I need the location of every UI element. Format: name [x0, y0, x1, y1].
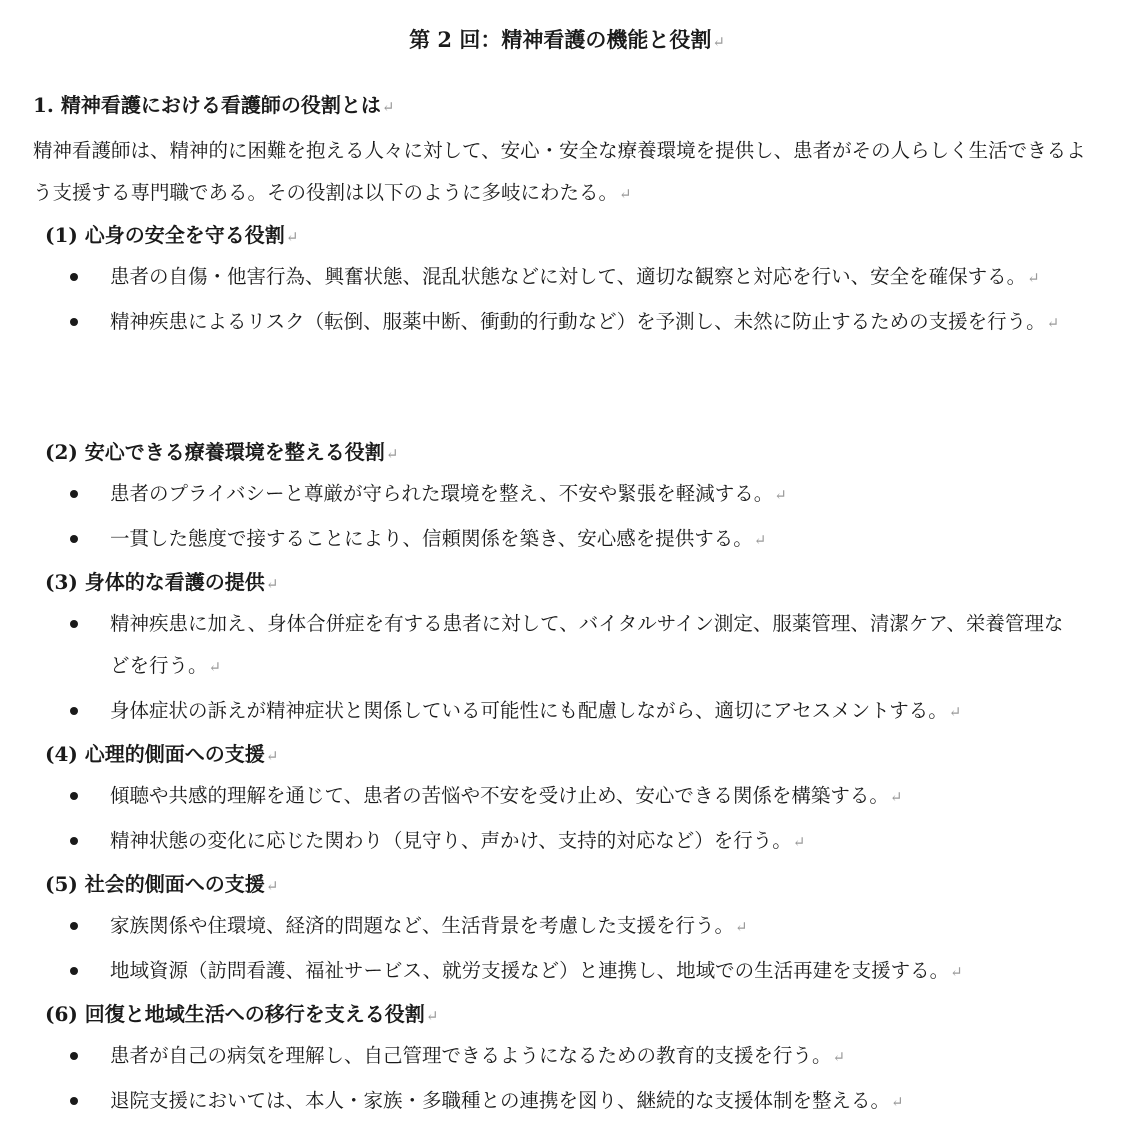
bullet-icon — [70, 967, 78, 975]
intro-paragraph: 精神看護師は、精神的に困難を抱える人々に対して、安心・安全な療養環境を提供し、患者がその人らしく生活できるよう支援する専門職である。その役割は以下のように多岐にわたる。↵ — [33, 139, 1086, 204]
list-item: 患者が自己の病気を理解し、自己管理できるようになるための教育的支援を行う。↵ — [45, 1035, 1070, 1078]
bullet-icon — [70, 922, 78, 930]
bullet-list — [45, 603, 1105, 733]
bullet-icon — [70, 273, 78, 281]
list-item: 家族関係や住環境、経済的問題など、生活背景を考慮した支援を行う。↵ — [45, 905, 1070, 948]
subsection-2 — [45, 435, 1105, 561]
paragraph-mark-icon: ↵ — [265, 747, 279, 765]
list-item: 一貫した態度で接することにより、信頼関係を築き、安心感を提供する。↵ — [45, 518, 1070, 561]
bullet-icon — [70, 837, 78, 845]
paragraph-mark-icon: ↵ — [753, 531, 767, 549]
subsection-6 — [45, 997, 1105, 1123]
list-item: 精神疾患に加え、身体合併症を有する患者に対して、バイタルサイン測定、服薬管理、清潔ケア、栄養管理などを行う。↵ — [45, 603, 1070, 688]
paragraph-mark-icon: ↵ — [1027, 269, 1040, 287]
subsection-heading: (3) 身体的な看護の提供↵ — [45, 570, 279, 594]
subsection-3 — [45, 565, 1105, 733]
subsection-heading: (1) 心身の安全を守る役割↵ — [45, 223, 299, 247]
bullet-list — [45, 256, 1105, 344]
paragraph-mark-icon: ↵ — [891, 1093, 904, 1111]
subsection-4 — [45, 737, 1105, 863]
bullet-list — [45, 473, 1105, 561]
subsection-heading: (2) 安心できる療養環境を整える役割↵ — [45, 440, 399, 464]
paragraph-mark-icon: ↵ — [712, 33, 725, 51]
subsection-5 — [45, 867, 1105, 993]
paragraph-mark-icon: ↵ — [1046, 314, 1060, 332]
list-item: 傾聴や共感的理解を通じて、患者の苦悩や不安を受け止め、安心できる関係を構築する。↵ — [45, 775, 1070, 818]
bullet-list — [45, 905, 1105, 993]
bullet-icon — [70, 535, 78, 543]
paragraph-mark-icon: ↵ — [735, 918, 748, 936]
bullet-icon — [70, 620, 78, 628]
paragraph-mark-icon: ↵ — [385, 445, 399, 463]
bullet-icon — [70, 490, 78, 498]
paragraph-mark-icon: ↵ — [792, 833, 806, 851]
paragraph-mark-icon: ↵ — [948, 703, 962, 721]
list-item: 精神疾患によるリスク（転倒、服薬中断、衝動的行動など）を予測し、未然に防止するための支援を行う。↵ — [45, 301, 1070, 344]
paragraph-mark-icon: ↵ — [832, 1048, 846, 1066]
paragraph-mark-icon: ↵ — [425, 1007, 439, 1025]
paragraph-mark-icon: ↵ — [774, 486, 787, 504]
list-item: 地域資源（訪問看護、福祉サービス、就労支援など）と連携し、地域での生活再建を支援する。↵ — [45, 950, 1100, 993]
paragraph-mark-icon: ↵ — [265, 575, 279, 593]
paragraph-mark-icon: ↵ — [285, 228, 299, 246]
paragraph-mark-icon: ↵ — [889, 788, 903, 806]
subsection-heading: (4) 心理的側面への支援↵ — [45, 742, 279, 766]
document-title: 第 2 回：精神看護の機能と役割↵ — [409, 27, 725, 52]
subsection-1 — [45, 218, 1105, 344]
paragraph-mark-icon: ↵ — [950, 963, 963, 981]
bullet-list — [45, 775, 1105, 863]
subsection-heading: (6) 回復と地域生活への移行を支える役割↵ — [45, 1002, 439, 1026]
list-item: 患者のプライバシーと尊厳が守られた環境を整え、不安や緊張を軽減する。↵ — [45, 473, 1070, 516]
bullet-icon — [70, 707, 78, 715]
bullet-icon — [70, 792, 78, 800]
section-heading: 1. 精神看護における看護師の役割とは↵ — [33, 93, 395, 117]
paragraph-mark-icon: ↵ — [381, 98, 395, 116]
paragraph-mark-icon: ↵ — [619, 185, 632, 203]
list-item: 精神状態の変化に応じた関わり（見守り、声かけ、支持的対応など）を行う。↵ — [45, 820, 1070, 863]
list-item: 患者の自傷・他害行為、興奮状態、混乱状態などに対して、適切な観察と対応を行い、安全を確保する。↵ — [45, 256, 1070, 299]
bullet-icon — [70, 1052, 78, 1060]
bullet-icon — [70, 1097, 78, 1105]
paragraph-mark-icon: ↵ — [208, 658, 222, 676]
bullet-list — [45, 1035, 1105, 1123]
bullet-icon — [70, 318, 78, 326]
list-item: 身体症状の訴えが精神症状と関係している可能性にも配慮しながら、適切にアセスメントする。↵ — [45, 690, 1100, 733]
subsection-heading: (5) 社会的側面への支援↵ — [45, 872, 279, 896]
paragraph-mark-icon: ↵ — [265, 877, 279, 895]
list-item: 退院支援においては、本人・家族・多職種との連携を図り、継続的な支援体制を整える。↵ — [45, 1080, 1070, 1123]
